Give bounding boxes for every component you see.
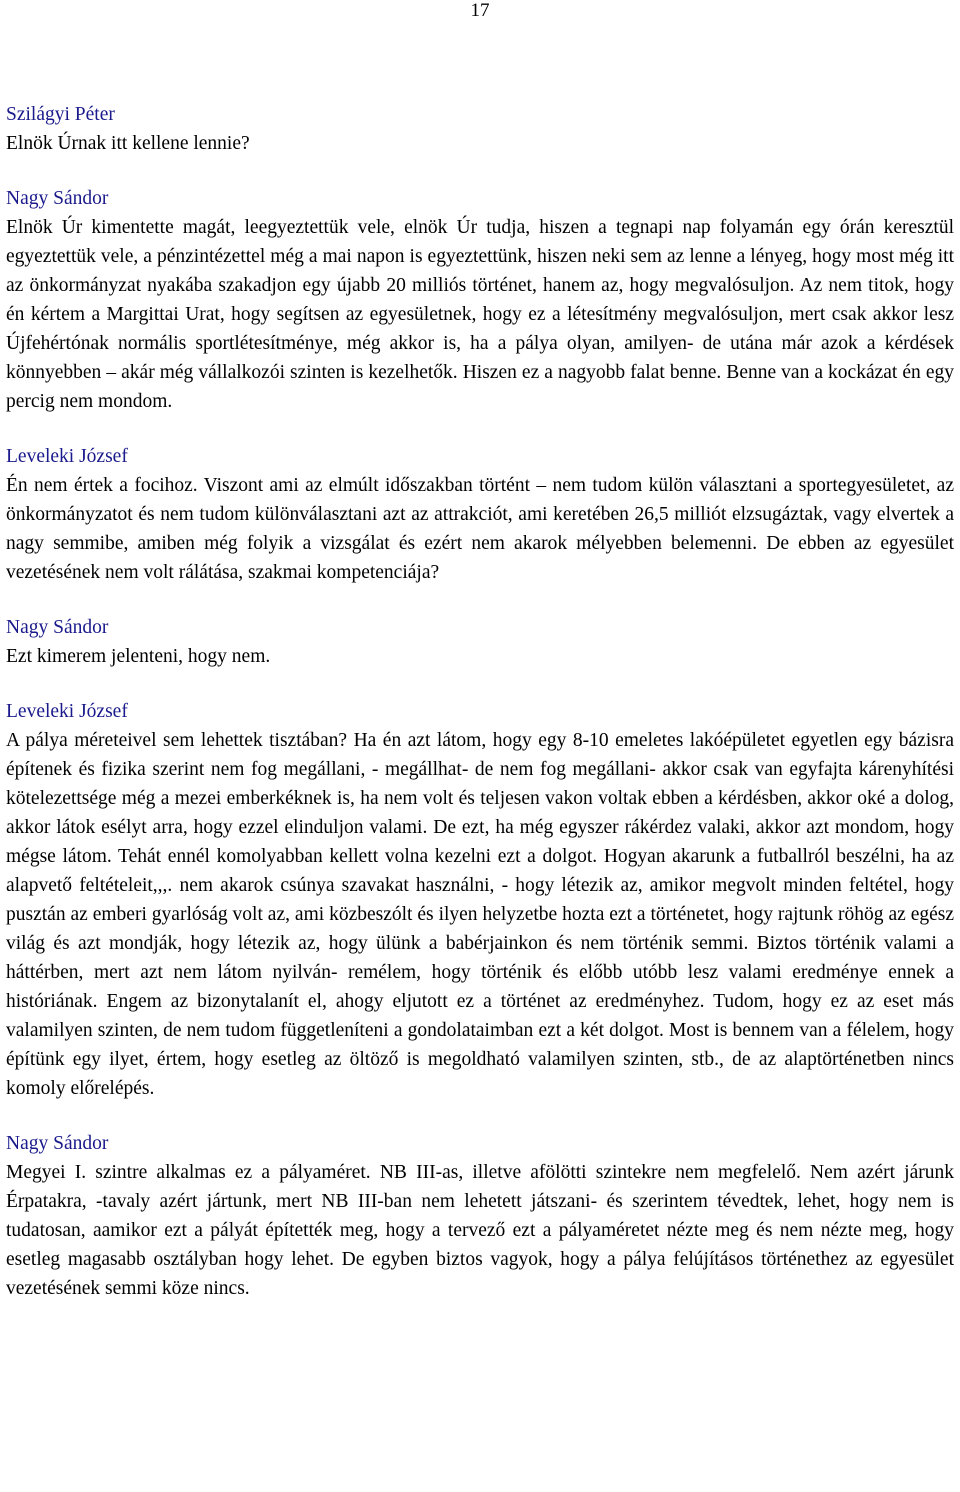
transcript-entry — [6, 1129, 954, 1303]
speech-text: Ezt kimerem jelenteni, hogy nem. — [6, 646, 271, 667]
speaker-name: Szilágyi Péter — [6, 104, 115, 125]
speech-text: Elnök Úrnak itt kellene lennie? — [6, 133, 250, 154]
speaker-name: Leveleki József — [6, 701, 128, 722]
transcript-body — [6, 100, 954, 1329]
transcript-entry — [6, 442, 954, 587]
page-number: 17 — [470, 0, 490, 21]
speech-text: Én nem értek a focihoz. Viszont ami az elmúlt időszakban történt – nem tudom külön választani a sportegyesületet, az önkormányzatot és nem tudom különválasztani azt az attrakciót, ami keretében 26,5 milliót elzsugáztak, vagy elvertek a nagy semmibe, amiben még folyik a vizsgálat és ezért nem akarok mélyebben belemenni. De ebben az egyesület vezetésének nem volt rálátása, szakmai kompetenciája? — [6, 475, 954, 583]
speaker-name: Nagy Sándor — [6, 1133, 109, 1154]
speaker-name: Nagy Sándor — [6, 617, 109, 638]
transcript-entry — [6, 100, 954, 158]
speech-text: Elnök Úr kimentette magát, leegyeztettük vele, elnök Úr tudja, hiszen a tegnapi nap folyamán egy órán keresztül egyeztettük vele, a pénzintézettel még a mai napon is egyeztettünk, hiszen neki sem az lenne a lényeg, hogy most még itt az önkormányzat nyakába szakadjon egy újabb 20 milliós történet, hanem az, hogy megvalósuljon. Az nem titok, hogy én kértem a Margittai Urat, hogy segítsen az egyesületnek, hogy ez a létesítmény megvalósuljon, mert csak akkor lesz Újfehértónak normális sportlétesítménye, még akkor is, ha a pálya olyan, amilyen- de utána már azok a kérdések könnyebben – akár még vállalkozói szinten is kezelhetők. Hiszen ez a nagyobb falat benne. Benne van a kockázat én egy percig nem mondom. — [6, 217, 954, 412]
speech-text: Megyei I. szintre alkalmas ez a pályaméret. NB III-as, illetve afölötti szintekre nem megfelelő. Nem azért járunk Érpatakra, -tavaly azért jártunk, mert NB III-ban nem lehetett játszani- és szerintem tévedtek, lehet, hogy nem is tudatosan, aamikor ezt a pályát építették meg, hogy a tervező ezt a pályaméretet nézte meg és nem nézte meg, hogy esetleg magasabb osztályban hogy lehet. De egyben biztos vagyok, hogy a pálya felújításos történethez az egyesület vezetésének semmi köze nincs. — [6, 1162, 954, 1299]
transcript-entry — [6, 613, 954, 671]
speech-text: A pálya méreteivel sem lehettek tisztában? Ha én azt látom, hogy egy 8-10 emeletes lakóépületet egyetlen egy bázisra építenek és fizika szerint nem fog megállani, - megállhat- de nem fog megállani- akkor csak van egyfajta kárenyhítési kötelezettsége még a mezei emberkéknek is, ha nem volt és teljesen vakon voltak ebben a kérdésben, akkor oké a dolog, akkor látok esélyt arra, hogy ezzel elinduljon valami. De ezt, ha még egyszer rákérdez valaki, akkor azt mondom, hogy mégse látom. Tehát ennél komolyabban kellett volna kezelni ezt a dolgot. Hogyan akarunk a futballról beszélni, ha az alapvető feltételeit,,,. nem akarok csúnya szavakat használni, - hogy létezik az, amikor megvolt minden feltétel, hogy pusztán az emberi gyarlóság volt az, ami közbeszólt és ilyen helyzetbe hozta ezt a történetet, hogy rajtunk röhög az egész világ és azt mondják, hogy létezik az, hogy ülünk a babérjainkon és nem történik semmi. Biztos történik valami a háttérben, mert azt nem látom nyilván- remélem, hogy történik és előbb utóbb lesz valami eredménye ennek a históriának. Engem az bizonytalanít el, ahogy eljutott ez a történet az eredményhez. Tudom, hogy ez az eset más valamilyen szinten, de nem tudom függetleníteni a gondolataimban ezt a két dolgot. Most is bennem van a félelem, hogy építünk egy ilyet, értem, hogy esetleg az öltöző is megoldható valamilyen szinten, stb., de az alaptörténetben nincs komoly előrelépés. — [6, 730, 954, 1099]
transcript-entry — [6, 184, 954, 416]
transcript-entry — [6, 697, 954, 1103]
speaker-name: Nagy Sándor — [6, 188, 109, 209]
speaker-name: Leveleki József — [6, 446, 128, 467]
